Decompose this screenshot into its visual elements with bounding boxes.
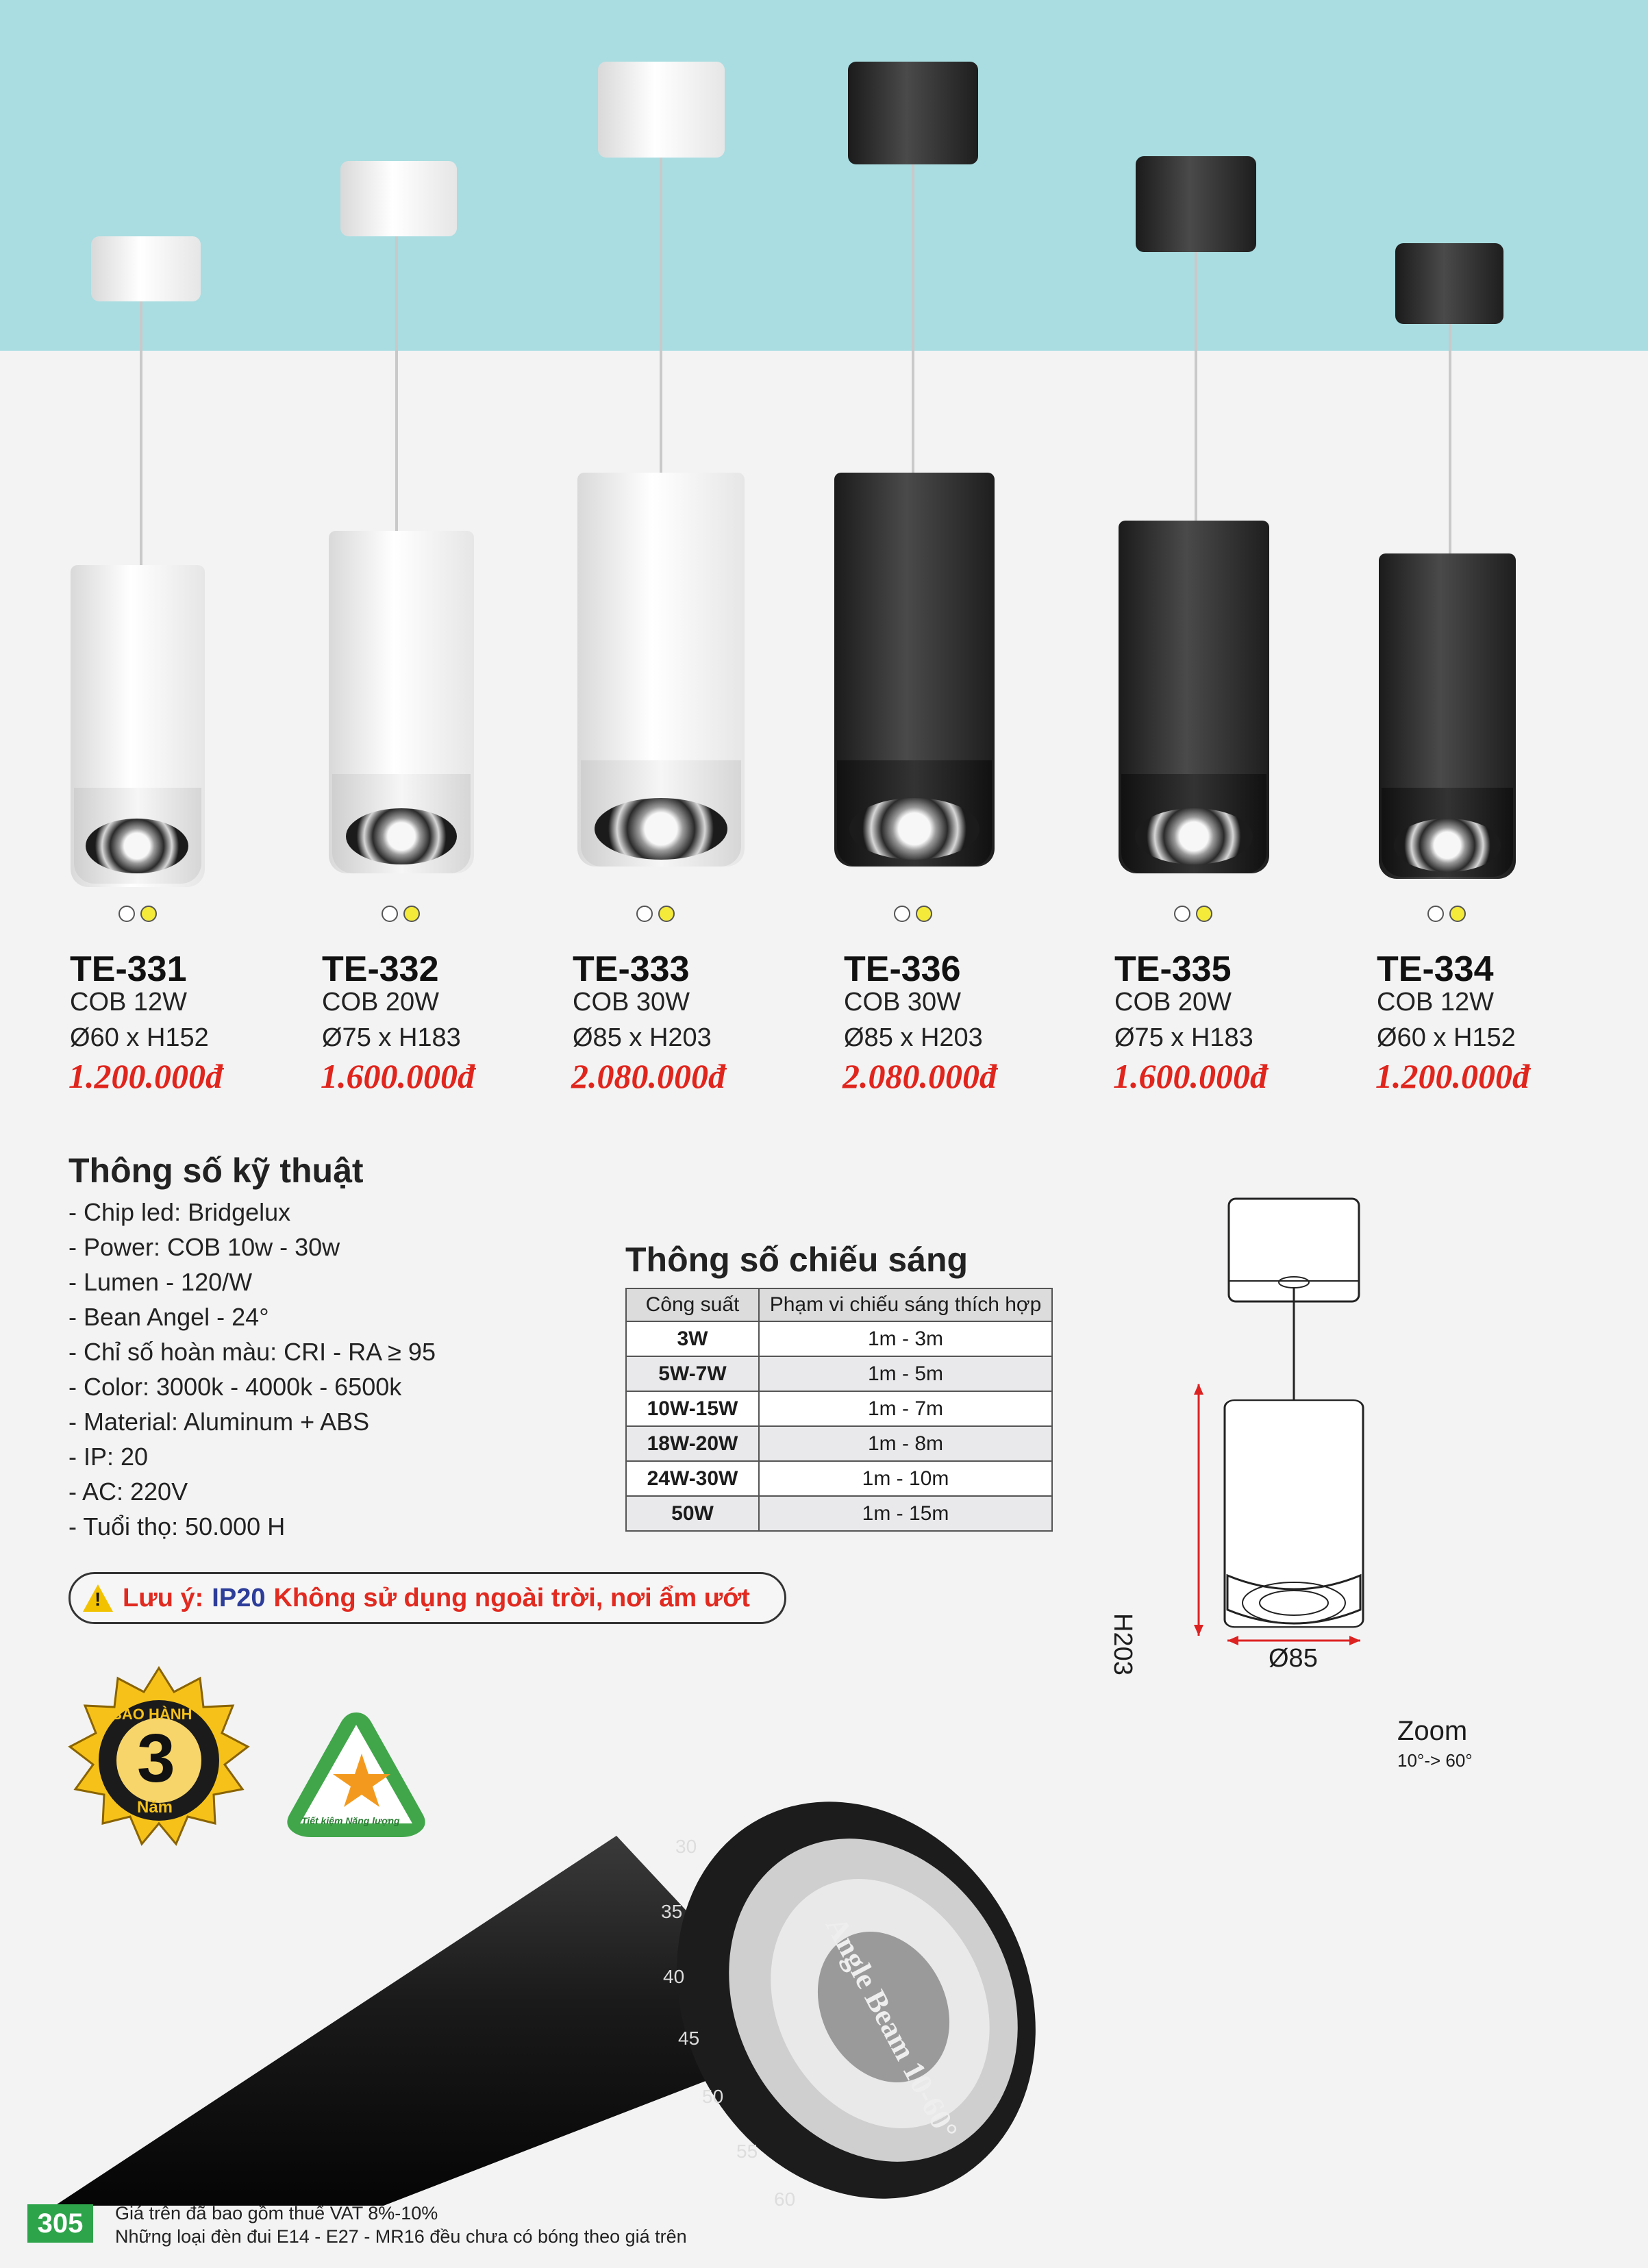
product-power: COB 12W (70, 988, 188, 1017)
table-row (626, 1321, 1052, 1356)
product-model: TE-334 (1377, 949, 1494, 989)
tech-spec-item: - Bean Angel - 24° (68, 1303, 269, 1331)
tech-spec-item: - Tuổi thọ: 50.000 H (68, 1512, 286, 1541)
column-header: Công suất (626, 1288, 759, 1321)
table-cell: 1m - 7m (759, 1391, 1052, 1426)
dimension-diagram (1151, 1192, 1507, 1671)
diagram-zoom-label: Zoom (1397, 1716, 1468, 1746)
warranty-top-text: BẢO HÀNH (111, 1706, 192, 1723)
tech-spec-item: - IP: 20 (68, 1443, 149, 1471)
table-cell: 50W (626, 1496, 759, 1531)
product-price: 1.600.000đ (321, 1057, 475, 1095)
color-options-te-333 (636, 906, 675, 922)
table-row (626, 1461, 1052, 1496)
closeup-scale: 50 (702, 2086, 724, 2107)
table-row (626, 1356, 1052, 1391)
product-power: COB 12W (1377, 988, 1495, 1017)
table-cell: 3W (626, 1321, 759, 1356)
color-options-te-334 (1427, 906, 1466, 922)
product-model: TE-331 (70, 949, 187, 989)
tech-spec-item: - AC: 220V (68, 1478, 188, 1506)
product-model: TE-335 (1114, 949, 1232, 989)
product-size: Ø75 x H183 (322, 1023, 461, 1052)
warranty-number: 3 (137, 1720, 175, 1797)
table-row (626, 1496, 1052, 1531)
warning-note (68, 1572, 786, 1624)
tech-specs-list (68, 1195, 436, 1544)
color-options-te-332 (382, 906, 420, 922)
tech-specs-title: Thông số kỹ thuật (68, 1151, 364, 1190)
tech-spec-item: - Lumen - 120/W (68, 1268, 253, 1296)
energy-saving-text: Tiết kiệm Năng lượng (301, 1815, 400, 1826)
product-model: TE-336 (844, 949, 961, 989)
table-cell: 1m - 15m (759, 1496, 1052, 1531)
product-size: Ø75 x H183 (1114, 1023, 1253, 1052)
product-model: TE-333 (573, 949, 690, 989)
diagram-diameter-label: Ø85 (1269, 1644, 1318, 1673)
warning-text: Không sử dụng ngoài trời, nơi ẩm ướt (273, 1583, 750, 1612)
table-row (626, 1391, 1052, 1426)
closeup-scale: 55 (736, 2141, 758, 2162)
product-size: Ø85 x H203 (844, 1023, 983, 1052)
tech-spec-item: - Material: Aluminum + ABS (68, 1408, 370, 1436)
product-model: TE-332 (322, 949, 439, 989)
footer-line-2: Những loại đèn đui E14 - E27 - MR16 đều chưa có bóng theo giá trên (115, 2226, 687, 2247)
product-price: 1.600.000đ (1113, 1057, 1267, 1095)
warning-label: Lưu ý: (123, 1583, 204, 1612)
product-power: COB 20W (1114, 988, 1232, 1017)
tech-spec-item: - Chỉ số hoàn màu: CRI - RA ≥ 95 (68, 1338, 436, 1366)
color-options-te-331 (118, 906, 157, 922)
product-price: 2.080.000đ (842, 1057, 997, 1095)
lamp-closeup-image (0, 1754, 1062, 2206)
tech-spec-item: - Chip led: Bridgelux (68, 1198, 291, 1226)
table-cell: 1m - 3m (759, 1321, 1052, 1356)
table-cell: 24W-30W (626, 1461, 759, 1496)
tech-spec-item: - Power: COB 10w - 30w (68, 1233, 340, 1261)
warning-ip: IP20 (212, 1583, 266, 1612)
product-power: COB 20W (322, 988, 440, 1017)
lighting-table-title: Thông số chiếu sáng (625, 1241, 969, 1279)
diagram-zoom-range: 10°-> 60° (1397, 1750, 1473, 1771)
product-size: Ø85 x H203 (573, 1023, 712, 1052)
closeup-scale: 30 (675, 1836, 697, 1857)
color-options-te-335 (1174, 906, 1212, 922)
closeup-scale: 35 (661, 1901, 683, 1922)
product-power: COB 30W (844, 988, 962, 1017)
warranty-unit: Năm (137, 1798, 173, 1817)
table-cell: 18W-20W (626, 1426, 759, 1461)
closeup-engraving: Angle Beam 10-60° (819, 1911, 965, 2145)
page-number: 305 (27, 2204, 93, 2243)
product-power: COB 30W (573, 988, 690, 1017)
diagram-height-label: H203 (1108, 1613, 1137, 1675)
table-cell: 1m - 8m (759, 1426, 1052, 1461)
column-header: Phạm vi chiếu sáng thích hợp (759, 1288, 1052, 1321)
table-row (626, 1426, 1052, 1461)
product-size: Ø60 x H152 (1377, 1023, 1516, 1052)
table-cell: 5W-7W (626, 1356, 759, 1391)
table-cell: 10W-15W (626, 1391, 759, 1426)
closeup-scale: 45 (678, 2028, 700, 2049)
lighting-table (625, 1288, 1053, 1532)
closeup-scale: 40 (663, 1966, 685, 1987)
product-size: Ø60 x H152 (70, 1023, 209, 1052)
table-cell: 1m - 5m (759, 1356, 1052, 1391)
warning-icon: ! (83, 1584, 113, 1612)
product-price: 1.200.000đ (68, 1057, 223, 1095)
closeup-scale: 60 (774, 2189, 796, 2210)
product-price: 2.080.000đ (571, 1057, 725, 1095)
tech-spec-item: - Color: 3000k - 4000k - 6500k (68, 1373, 402, 1401)
footer-line-1: Giá trên đã bao gồm thuế VAT 8%-10% (115, 2203, 438, 2223)
product-price: 1.200.000đ (1375, 1057, 1530, 1095)
color-options-te-336 (894, 906, 932, 922)
table-cell: 1m - 10m (759, 1461, 1052, 1496)
